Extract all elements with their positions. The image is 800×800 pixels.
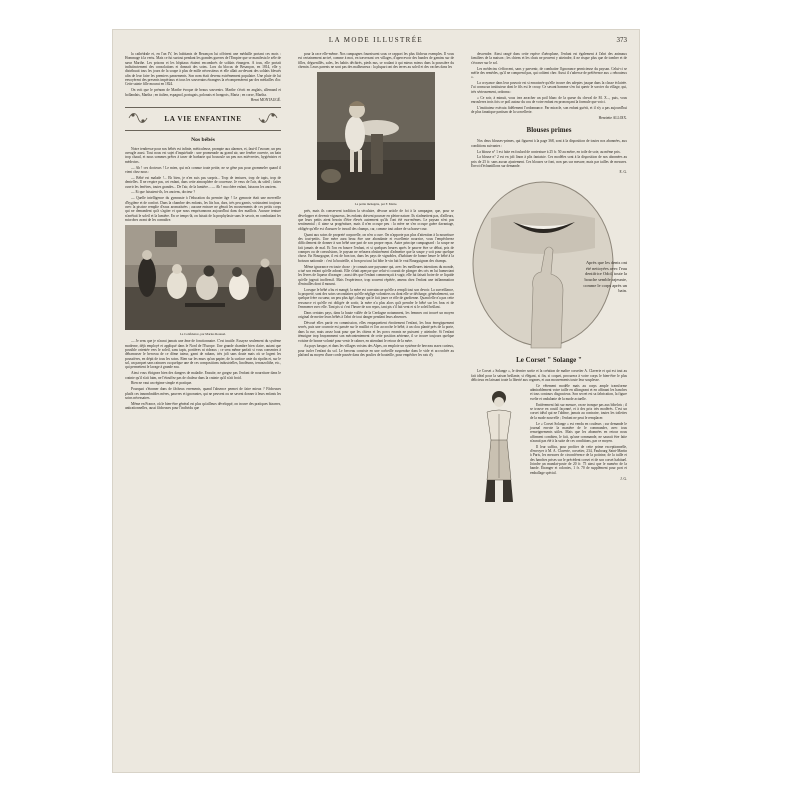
figure-caption: La petite ménagère, par F. Marie. bbox=[354, 202, 398, 207]
column-right bbox=[471, 52, 627, 758]
column-middle bbox=[298, 52, 454, 758]
blouses-paragraph: La blouse n° 2 est en joli linon à plis fantaisie. Ces modèles sont à la disposition de nos abonnées au prix de 25 fr. sans aucun ajustement. Ces blouses se font, non pas sur mesure, mais par tailles de mesures. Envoi d'échantillons sur demande. bbox=[471, 155, 627, 169]
article-paragraph: — Bébé est malade !... Eh bien, je n'en suis pas surpris... Trop de tentures, trop de tapis, trop de dentelles. Il ne respire pas, cet enfant, dans cette atmosphère de couveuse. Je veux de l'air, du soleil ; faites ouvrir les fenêtres, toutes grandes... De l'air, de la lumière... — Ah ! ma chère enfant, laissons les anciens. bbox=[125, 175, 281, 189]
corset-heading: Le Corset " Solange " bbox=[516, 356, 582, 365]
article-paragraph: Notre tendresse pour nos bébés est infinie, méticuleuse, prompte aux alarmes, et, faut-il l'avouer, un peu aveugle aussi. Tout nous est sujet d'inquiétude : une promenade au grand air, une fenêtre ouverte, un bain trop chaud, et nous sommes prêtes à taxer de barbarie qui bouscule un peu nos mièvreries, hygiénistes et médecins. bbox=[125, 146, 281, 164]
article-paragraph: Ainsi vous éloignez bien des dangers de maladie. Ensuite, ne gorgez pas l'enfant de nourriture dans le crainte qu'il n'ait faim, ne l'étouffez pas de chaleur dans la crainte qu'il n'ait froid. bbox=[125, 371, 281, 380]
page-number: 373 bbox=[616, 36, 627, 44]
article-paragraph: prés, mais ils conservent tradition la séculaire, dévoue article de foi à la campagne, que, pour se développer et devenir vigoureux, les enfants doivent pousser en pleine nature. Ils n'admettent pas, d'ailleurs, que leurs petits aient besoin d'être élevés autrement qu'ils l'ont été eux-mêmes. Le paysan n'est pas sentimental ; il aime sa progéniture, mais il n'en occupe peu : la mère ne s'en occupe guère davantage, obligée qu'elle est d'assurer le travail des champs, car, comme tout adore de sa basse-cour. bbox=[298, 209, 454, 231]
article-paragraph: « Ce soir, à minuit, vous irez arracher un poil blanc de la queue du cheval de M. X..., puis, vous enroulerez trois fois ce poil autour du cou de votre enfant en prononçant la formule que voici. bbox=[471, 95, 627, 104]
article-paragraph: descendre. Ainsi rangé dans cette espèce d'aéroplane, l'enfant est également à l'abri des animaux familiers de la maison ; les chiens et les chats ne peuvent y atteindre, il ne risque plus que de tomber et de s'écraser sur le sol. bbox=[471, 52, 627, 65]
article-signature: Henriette ALLOIX. bbox=[598, 115, 627, 120]
article-paragraph: L'instituteur exécuta fidèlement l'ordonnance. Par miracle, son enfant guérit, et il n'y a pas aujourd'hui de plus fanatique partisan de la sorcellerie. bbox=[471, 105, 627, 115]
corset-paragraph: Ce vêtement modèle mais au corps ample transforme admirablement votre taille en allongeant et en affinant les hanches et tous contours disgracieux. Son secret est sa fabrication, la figure svelte et ondulante de la mode actuelle. bbox=[530, 383, 627, 401]
article-paragraph: Les médecins s'efforcent, sans y parvenir, de combattre l'ignorance pernicieuse du paysan. Celui-ci se méfie des remèdes, qu'il ne comprend pas, qui coûtent cher. Aussi il s'adresse de préférence aux « rebouteux ». bbox=[471, 66, 627, 80]
article-paragraph: — Et que faisaient-ils, les anciens, docteur ? bbox=[131, 190, 195, 195]
advertisement-text: Après que les dents ont été nettoyées avec l'eau dentifrice Odol, toute la bouche semble rajeunie, comme le corps après un bain. bbox=[583, 260, 627, 294]
little-girl-illustration bbox=[317, 72, 435, 200]
magazine-page bbox=[113, 30, 639, 772]
figure-caption: La Confidence, par Marius Roussel. bbox=[179, 332, 227, 337]
children-engraving bbox=[125, 225, 281, 330]
article-paragraph: Pourquoi s'étonner dans de fâcheux errements, quand l'absence permet de faire mieux ? Fâcheuses plutôt ces innombrables mères, pauvres et ignorantes, qui ne peuvent ou ne savent donner à leurs enfants les soins nécessaires. bbox=[125, 387, 281, 400]
corset-paragraph: Il leur suffira, pour profiter de cette prime exceptionnelle, d'envoyer à M. A. Claverie, corsetier, 234, Faubourg Saint-Martin à Paris, les mesures de circonférence de la poitrine, de la taille et des hanches prises sur le précédent corset et de son corset habituel. Joindre un mandat-poste de 20 fr. 75 ainsi que le numéro de la bande. Étranger et colonies, 1 fr. 70 de supplément pour port et emballage spécial. bbox=[530, 444, 627, 475]
blouses-paragraph: La blouse n° 1 est faite en foulard de contexture à 25 fr. 50 au mètre, en toile de soie, au même prix. bbox=[477, 149, 621, 154]
article-paragraph: Même ignorance en toute chose : je connais une paysanne qui, avec les meilleures intentions du monde, a tué son enfant qu'elle adorait. Elle s'était aperçue que celui-ci courait de plonger des cris en lui humectant les lèvres de liqueur d'oranger ; aussi dès que l'enfant commençait à vagir, elle lui faisait boire de ce liquide qu'elle jugeait inoffensif. Mais l'expérience, trop souvent répétée, amena chez l'enfant une inflammation d'entrailles dont il mourut. bbox=[298, 264, 454, 286]
odol-advertisement bbox=[471, 178, 627, 350]
article-paragraph: Lorsque le bébé a bu et mangé, la mère est convaincue qu'elle a rempli tout son devoir. La surveillance, la propreté, sont des soins secondaires qu'elle néglige volontiers ou dont elle se décharge, généralement, sur quelque frère ou sœur, un peu plus âgé, charge qui le fait jouer ce rôle de gardienne. Quand elle n'a pas cette ressource et qu'elle est obligée de sortir, la mère n'a plus alors qu'à prendre le bébé sur les bras et de l'emmener avec elle. Tant pis si c'est l'heure de son repos, tant pis s'il fait vent et si le soleil brûlant. bbox=[298, 287, 454, 310]
section-banner bbox=[125, 107, 281, 131]
section-title: LA VIE ENFANTINE bbox=[164, 114, 242, 123]
article-paragraph: La croyance dans leur pouvoir est si enracinée qu'elle trouve des adeptes jusque dans la classe éclairée. J'ai connu un instituteur dont le fils est le crouy. Ce savant homme s'en fut querir le sorcier du village, qui, très sérieusement, ordonna : bbox=[471, 81, 627, 94]
column-left bbox=[125, 52, 281, 758]
corset-paragraph: Le Corset « Solange », le dernier sortie et la création de maître corsetier A. Claverie et qui est tout au fait idéal pour la saison brûlante, si élégant, si fin, si coquet, procurera à votre corps le bien-être le plus délicieux en laissant toute la liberté aux organes, et aux mouvements toute leur souplesse. bbox=[471, 369, 627, 382]
corset-paragraph: Le « Corset Solange » est vendu en couleurs ; sur demande le journal envoie la manière de le commander, avec tous renseignements utiles. Mais que les abonnées en retour nous affirment combien, le fait, qu'une commande, ne saurait être faite n'aurait pas été à la suite de ces conditions, par ce moyen. bbox=[530, 421, 627, 443]
article-heading: Nos bébés bbox=[191, 136, 215, 143]
article-paragraph: Au pays basque, et dans les villages voisins des Alpes, on emploie un système de berceau assez curieux, pour isoler l'enfant du sol. Le berceau consiste en une corbeille suspendue dans le vide et accrochée au plafond au moyen d'une corde passée dans des poulies de bouteille, pour empêcher les rats d'y bbox=[298, 344, 454, 358]
article-paragraph: Dévoué elles partir en commission, elles empaquettent étroitement l'enfant, les bras énergiquement serrés, puis une courroie est passée sur le maillot et l'on accroche le bébé, à un clou planté près de la porte, dans la rue, mais assez haut pour que les chiens et les porcs errants ne puissent y atteindre. Si l'enfant témoigne trop bruyamment son mécontentement de cette position aérienne, il se trouve toujours quelque voisine de bonne volonté pour venir le calmer, en attendant le retour de la mère. bbox=[298, 321, 454, 343]
article-paragraph: Dans certains pays, dans la haute vallée de la Cerdagne notamment, les femmes ont trouvé un moyen original de mettre leurs bébés à l'abri de tout danger pendant leurs absences. bbox=[298, 310, 454, 320]
article-paragraph: pour la race elle-même. Nos campagnes fournissent sous ce rapport les plus fâcheux exemples. Il vous est certainement arrivé, comme à moi, en traversant ces villages, d'apercevoir des bandes de gamins sur de filles, déguenillés, sales, les habits déchirés, pieds nus, se roulant à qui mieux mieux dans la poussière du chemin. Leurs parents ne sont pas des malheureux : la plupart ont des terres au soleil et des vaches dans les bbox=[298, 52, 454, 70]
intro-signature: Henri MONTAUGÉ. bbox=[250, 98, 281, 103]
corset-paragraph: Entièrement fait sur mesure, on ne tronque pas aux bibelots ; il se trouve en coutil façonné, et à des prix très modérés. C'est un corset idéal qui ne l'abîme, jamais au contraire, toutes les toilettes de la mode nouvelle ; l'enfant ne peut le remplacer. bbox=[530, 402, 627, 420]
article-paragraph: — Quelle intelligence du gymnaste à l'éducation du premier âge ! Le gymnote était une merveille d'hygiène et de confort. Dans la chambre des enfants, les lits bas, durs, très peu garnis, voisinaient toujours avec la piscine remplie d'eaux aromatisées ; aucune entrave ne gênait les mouvements de ces petits corps qui ne demandent qu'à s'agiter et que nous emprisonnons aujourd'hui dans des maillots. Aucune tenture n'arrêtait le soleil et la lumière. En ce temps-là, on faisait de la prophylaxie sans le savoir, en combattant les microbes avant de les connaître. bbox=[125, 196, 281, 222]
floral-ornament-icon bbox=[257, 110, 279, 126]
floral-ornament-icon bbox=[127, 110, 149, 126]
article-paragraph: Quant aux soins de propreté corporelle, on n'en a cure. On n'apporte pas plus d'attention à la nourriture des tout-petits. Une mère aura beau être une abondante et excellente nourrice, vous l'empêcherez difficilement de donner à son bébé une part de son propre repas. Autre principe campagnard : la soupe ne fait jamais de mal. Et l'on en bourre l'enfant, et si quelques heures après le pauvre être se débat, pris de crampes ou de convulsions, le paysan ne refusera obstinément d'admettre que la soupe y soit pour quelque chose. En Bourgogne, il est de bon ton, dans les pays de vignobles, d'habituer de bonne heure le bébé à la boisson nationale : c'est la bouteille, si bon peu tout lui bibe le vin fait le vrai Bourguignon des champs. bbox=[298, 232, 454, 263]
intro-paragraph: la cathédrale et, en l'an IV, les habitants de Besançon lui offrirent une médaille portant ces mots : Hommage à la vertu. Mais ce fut surtout pendant les grandes guerres de l'Empire que se manifesta le zèle de sœur Marthe. Les prisons et les hôpitaux étaient encombrés de soldats étrangers. A tous, elle portait indistinctement des consolations et donnait des soins. Lors du blocus de Besançon, en 1814, elle y distribuait tous les jours de la soupe à plus de mille nécessiteux et elle allait au-devant des soldats blessés afin de leur faire les premiers pansements. Son nom était devenu extrêmement populaire. Une pluie de lui envoyèrent des presents impériaux et tous les souverains étrangers la récompensèrent par des médailles d'or. Cette sainte fille mourut en 1824. bbox=[125, 52, 281, 87]
intro-paragraph: On voit que le prénom de Marthe évoque de beaux souvenirs. Marthe s'écrit en anglais, allemand et hollandais, Martha ; en italien, espagnol, portugais, polonais et hongrois, Marta ; en corse, Martha. bbox=[125, 88, 281, 97]
magazine-title: LA MODE ILLUSTRÉE bbox=[328, 36, 424, 44]
page-header bbox=[113, 36, 639, 50]
corset-illustration bbox=[471, 384, 527, 505]
blouses-signature: E. G. bbox=[619, 169, 627, 174]
corset-woman-illustration bbox=[471, 384, 527, 504]
article-paragraph: Rien ne vaut un régime simple et pratique. bbox=[131, 381, 193, 386]
article-paragraph: Même en France, où le bien-être général est plus qu'ailleurs développé, on trouve des pratiques bizarres, antirationnelles, aussi fâcheuses pour l'individu que bbox=[125, 401, 281, 411]
article-paragraph: — Ah ! ces docteurs ! Le mien, qui m'a connue toute petite, ne se gêne pas pour grommeler quand il vient chez nous : bbox=[125, 165, 281, 174]
children-room-illustration bbox=[125, 225, 281, 330]
blouses-heading: Blouses primes bbox=[526, 126, 572, 135]
corset-signature: J. G. bbox=[620, 476, 627, 481]
blouses-paragraph: Nos deux blouses-primes, qui figurent à la page 368, sont à la disposition de toutes nos abonnées, aux conditions suivantes : bbox=[471, 139, 627, 148]
girl-engraving bbox=[317, 72, 435, 200]
article-paragraph: — Je sens que je n'aurai jamais une âme de fonctionnaire. C'est inutile. Essayez seulement du système moderne, déjà employé et appliqué dans le Nord de l'Europe. Une grande chambre bien claire, autant que possible orientée vers le soleil, sans tapis, portières ni rideaux ; ce sera même parfait si vous consentez à débarrasser le berceau de ce dôme tuteur, garni de rubans, très joli sans doute mais où se logent les poussières, en dépit de tous les soins. Rien sur les murs qu'un papier, de la surface unie du ripolin et, sur le sol, un parquet sans rainures ou quelque une de ces compositions industrielles, linoléums, terrazzolithe, etc., qui permettent le lavage à grande eau. bbox=[125, 339, 281, 370]
